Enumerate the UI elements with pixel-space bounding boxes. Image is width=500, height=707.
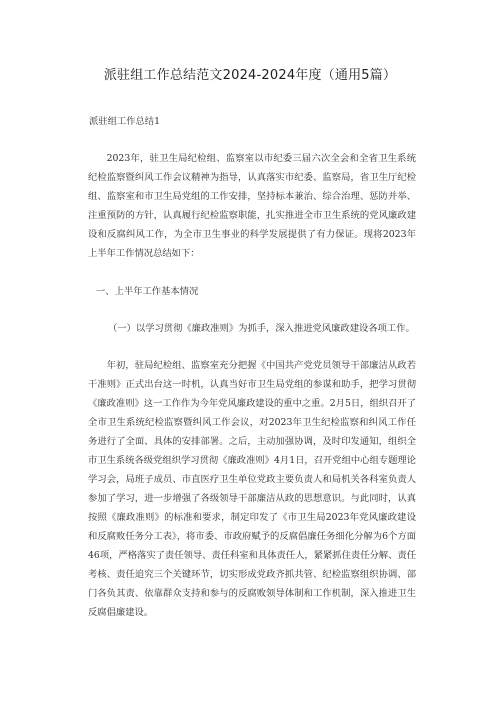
- heading-level-1: 一、上半年工作基本情况: [96, 286, 199, 297]
- intro-paragraph: 2023年，驻卫生局纪检组、监察室以市纪委三届六次全会和全省卫生系统纪检监察暨纠风工作会议精神为指导，认真落实市纪委、监察局，省卫生厅纪检组、监察室和市卫生局党组的工作安排，坚持标本兼治、综合治理、惩防并举、注重预防的方针，认真履行纪检监察职能，扎实推进全市卫生系统的党风廉政建设和反腐纠风工作，为全市卫生事业的科学发展提供了有力保证。现将2023年上半年工作情况总结如下：: [88, 153, 416, 259]
- heading-level-2: （一）以学习贯彻《廉政准则》为抓手，深入推进党风廉政建设各项工作。: [108, 323, 415, 334]
- body-paragraph: 年初，驻局纪检组、监察室充分把握《中国共产党党员领导干部廉洁从政若干准则》正式出台这一时机，认真当好市卫生局党组的参谋和助手，把学习贯彻《廉政准则》这一工作作为今年党风廉政建设的重中之重。2月5日，组织召开了全市卫生系统纪检监察暨纠风工作会议，对2023年卫生纪检监察和纠风工作任务进行了全面、具体的安排部署。之后，主动加强协调，及时印发通知，组织全市卫生系统各级党组织学习贯彻《廉政准则》4月1日，召开党组中心组专题理论学习会，局班子成员、市直医疗卫生单位党政主要负责人和局机关各科室负责人参加了学习，进一步增强了各级领导干部廉洁从政的思想意识。与此同时，认真按照《廉政准则》的标准和要求，制定印发了《市卫生局2023年党风廉政建设和反腐败任务分工表》，将市委、市政府赋予的反腐倡廉任务细化分解为6个方面46项，严格落实了责任领导、责任科室和具体责任人，紧紧抓住责任分解、责任考核、责任追究三个关键环节，切实形成党政齐抓共管、纪检监察组织协调、部门各负其责、依靠群众支持和参与的反腐败领导体制和工作机制，深入推进卫生反腐倡廉建设。: [88, 360, 416, 618]
- document-body: [88, 112, 416, 622]
- section-label: 派驻组工作总结1: [89, 116, 160, 127]
- document-title: 派驻组工作总结范文2024-2024年度（通用5篇）: [103, 68, 397, 83]
